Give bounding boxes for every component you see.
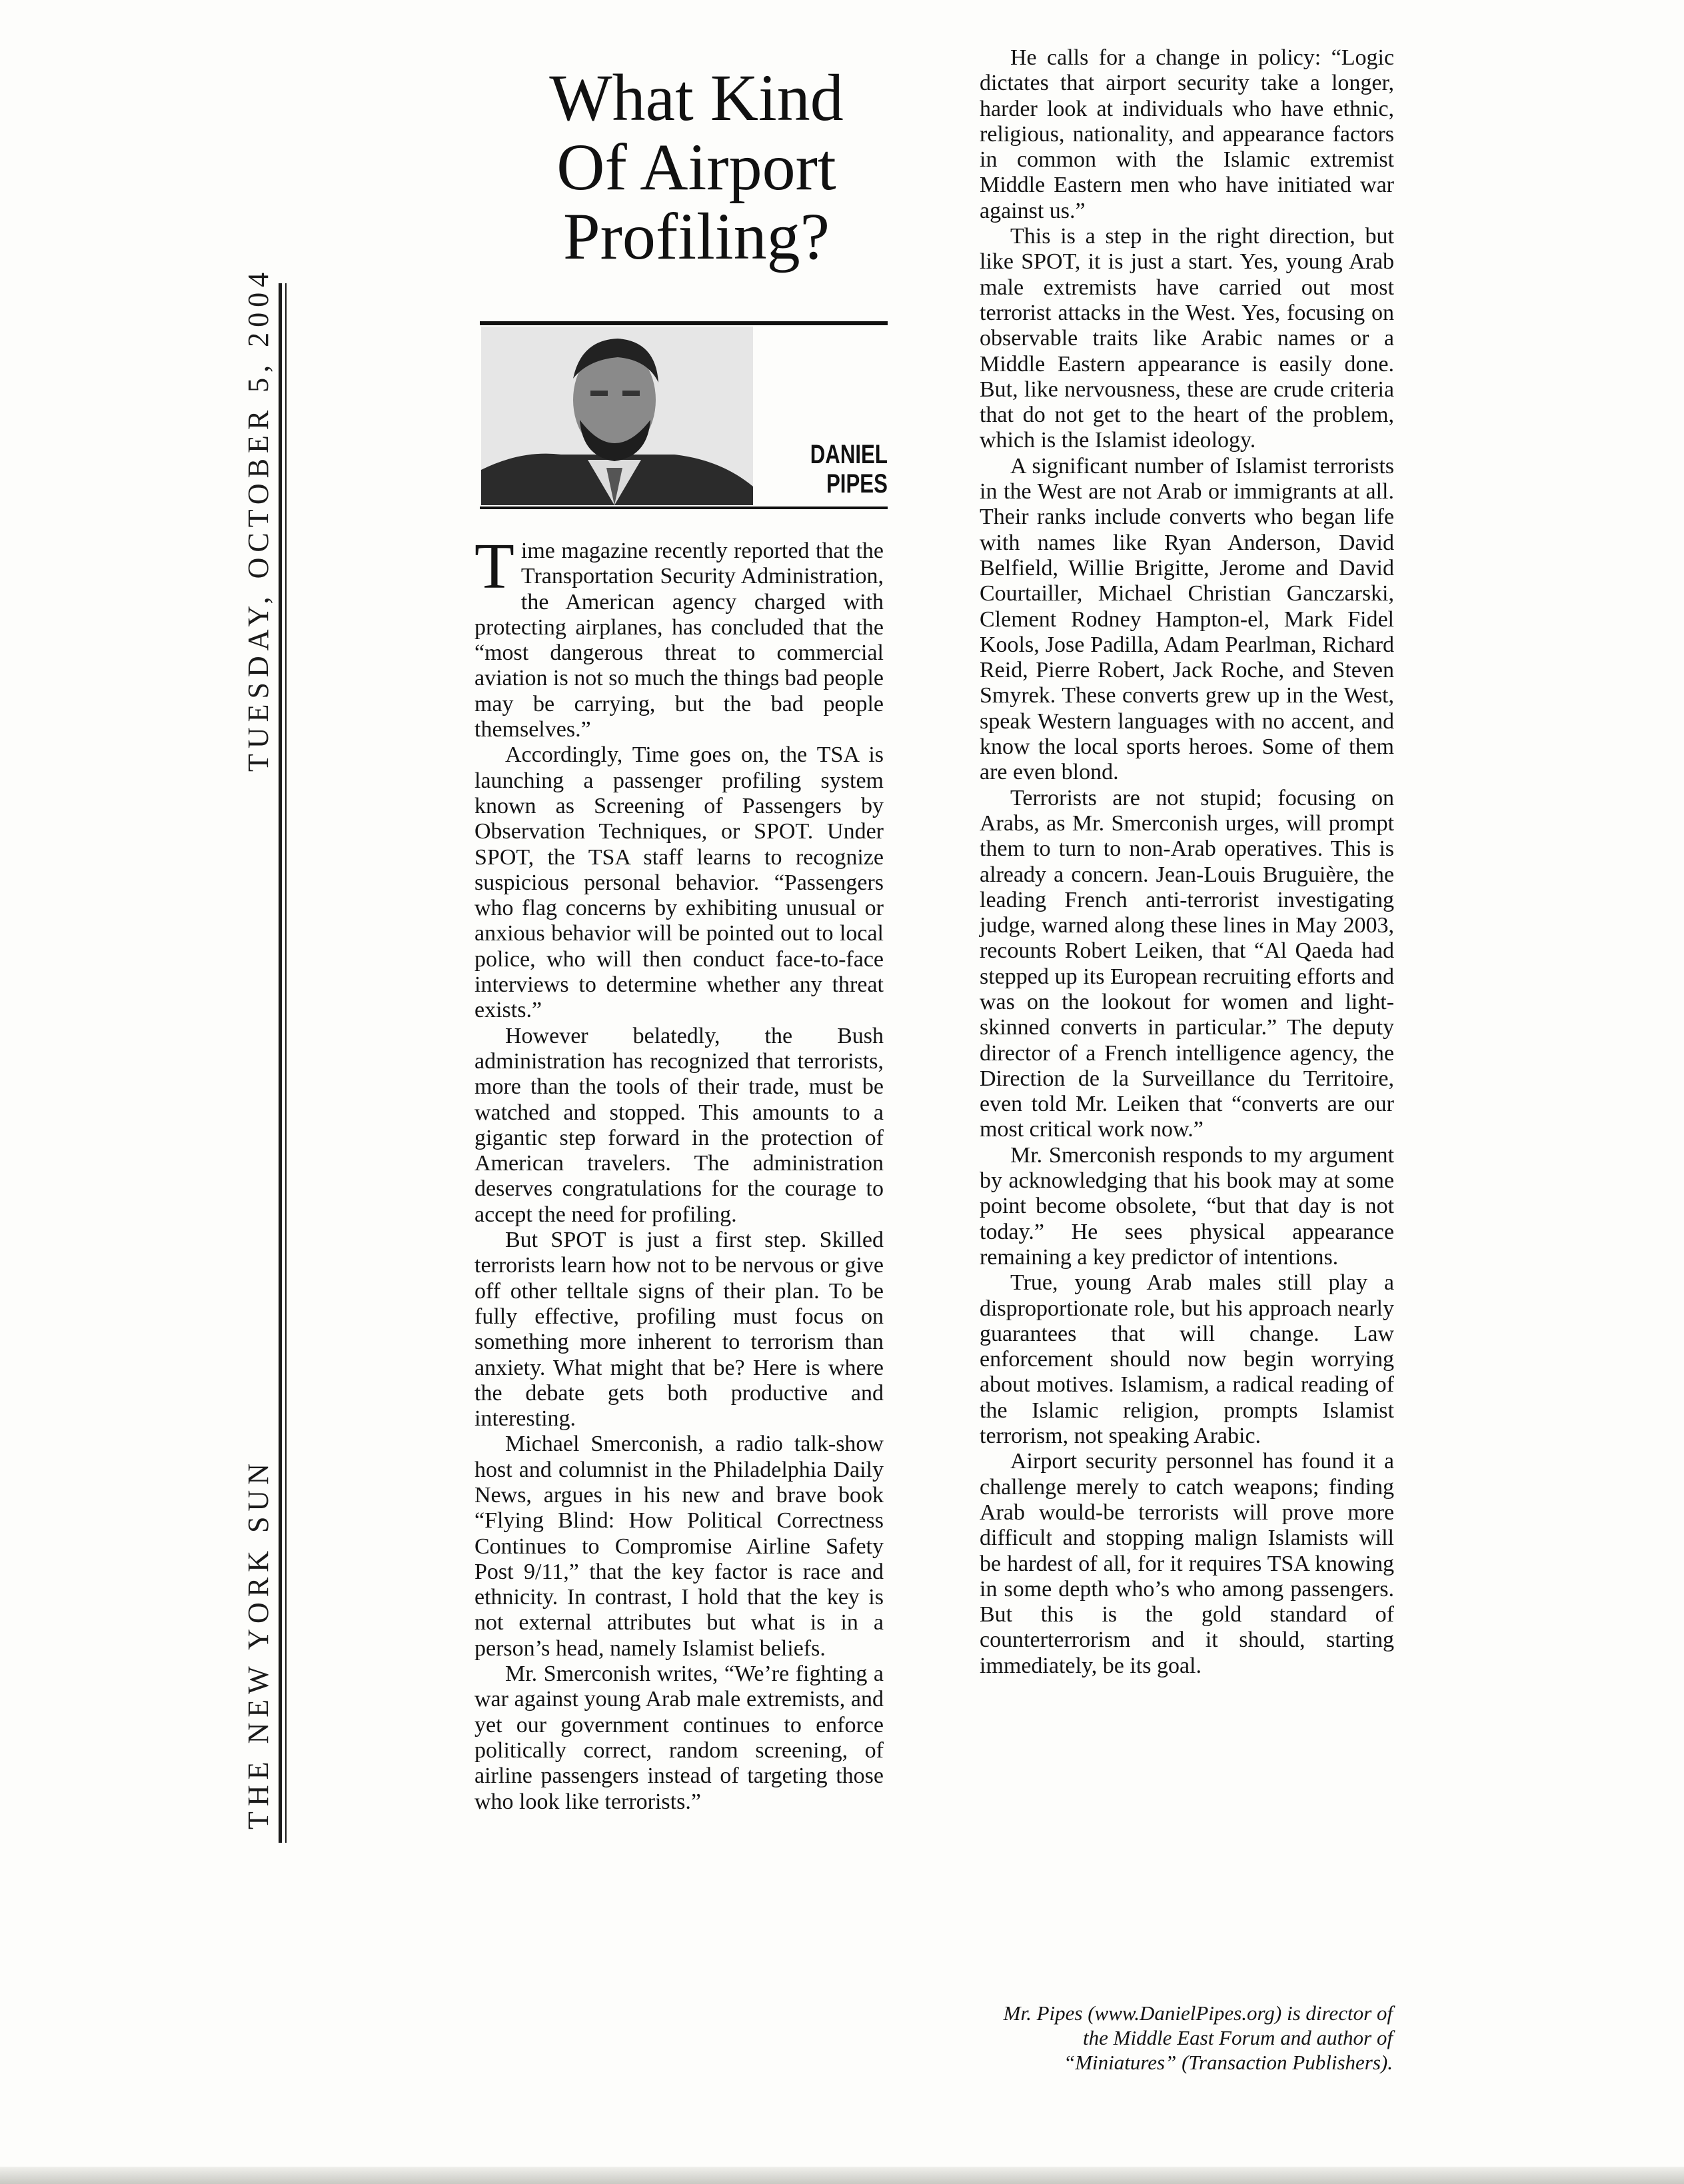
headline bbox=[466, 63, 926, 271]
article-right-column bbox=[980, 45, 1394, 1679]
masthead-rule-thin bbox=[285, 283, 287, 1843]
author-bio: Mr. Pipes (www.DanielPipes.org) is director of the Middle East Forum and author of “Miniatures” (Transaction Publishers). bbox=[1003, 2001, 1393, 2074]
newspaper-name: THE NEW YORK SUN bbox=[242, 1458, 275, 1829]
article-paragraph: Airport security personnel has found it a challenge merely to catch weapons; finding Arab would-be terrorists will prove more difficult and stopping malign Islamists will be hardest of all, for it requires TSA knowing in some depth who’s who among passengers. But this is the gold standard of counterterrorism and it should, starting immediately, be its goal. bbox=[980, 1449, 1394, 1678]
article-paragraph: Michael Smerconish, a radio talk-show host and columnist in the Philadelphia Daily News, argues in his new and brave book “Flying Blind: How Political Correctness Continues to Compromise Airline Safety Post 9/11,” that the key factor is race and ethnicity. In contrast, I hold that the key is not external attributes but what is in a person’s head, namely Islamist beliefs. bbox=[474, 1432, 884, 1661]
publication-date: TUESDAY, OCTOBER 5, 2004 bbox=[242, 267, 275, 772]
article-paragraph: However belatedly, the Bush administration has recognized that terrorists, more than the tools of their trade, must be watched and stopped. This amounts to a gigantic step forward in the protection of American travelers. The administration deserves congratulations for the courage to accept the need for profiling. bbox=[474, 1023, 884, 1227]
headline-line: Profiling? bbox=[563, 199, 830, 273]
article-paragraph: But SPOT is just a first step. Skilled terrorists learn how not to be nervous or give off other telltale signs of their plan. To be fully effective, profiling must focus on something more inherent to terrorism than anxiety. What might that be? Here is where the debate gets both productive and interesting. bbox=[474, 1228, 884, 1432]
article-paragraph: True, young Arab males still play a disproportionate role, but his approach nearly guarantees that will change. Law enforcement should now begin worrying about motives. Islamism, a radical reading of the Islamic religion, prompts Islamist terrorism, not speaking Arabic. bbox=[980, 1270, 1394, 1449]
article-paragraph: Accordingly, Time goes on, the TSA is launching a passenger profiling system known as Screening of Passengers by Observation Techniques, or SPOT. Under SPOT, the TSA staff learns to recognize suspicious personal behavior. “Passengers who flag concerns by exhibiting unusual or anxious behavior will be pointed out to local police, who will then conduct face-to-face interviews to determine whether any threat exists.” bbox=[474, 742, 884, 1023]
article-paragraph: Mr. Smerconish responds to my argument by acknowledging that his book may at some point become obsolete, “but that day is not today.” He sees physical appearance remaining a key predictor of intentions. bbox=[980, 1142, 1394, 1270]
article-left-column bbox=[474, 531, 884, 1815]
byline-top-rule bbox=[480, 321, 888, 325]
article-paragraph: This is a step in the right direction, but like SPOT, it is just a start. Yes, young Arab male extremists have carried out most terrorist attacks in the West. Yes, focusing on observable traits like Arabic names or a Middle Eastern appearance is easily done. But, like nervousness, these are crude criteria that do not get to the heart of the problem, which is the Islamist ideology. bbox=[980, 224, 1394, 453]
byline-bottom-rule bbox=[480, 507, 888, 509]
article-paragraph: He calls for a change in policy: “Logic dictates that airport security take a longer, harder look at individuals who have ethnic, religious, nationality, and appearance factors in common with the Islamic extremist Middle Eastern men who have initiated war against us.” bbox=[980, 45, 1394, 223]
dropcap: T bbox=[474, 531, 514, 602]
author-photo-icon bbox=[481, 327, 753, 505]
article-paragraph: Mr. Smerconish writes, “We’re fighting a war against young Arab male extremists, and yet our government continues to enforce politically correct, random screening, of airline passengers instead of targeting those who look like terrorists.” bbox=[474, 1661, 884, 1814]
masthead-rule bbox=[279, 283, 282, 1843]
headline-line: What Kind bbox=[549, 61, 844, 135]
author-last-name: PIPES bbox=[826, 469, 888, 499]
author-first-name: DANIEL bbox=[810, 440, 888, 469]
author-photo bbox=[481, 327, 753, 505]
headline-line: Of Airport bbox=[556, 130, 836, 204]
article-paragraph: A significant number of Islamist terrorists in the West are not Arab or immigrants at all. Their ranks include converts who began life with names like Ryan Anderson, David Belfield, Willie Brigitte, Jerome and David Courtailler, Michael Christian Ganczarski, Clement Rodney Hampton-el, Mark Fidel Kools, Jose Padilla, Adam Pearlman, Richard Reid, Pierre Robert, Jack Roche, and Steven Smyrek. These converts grew up in the West, speak Western languages with no accent, and know the local sports heroes. Some of them are even blond. bbox=[980, 453, 1394, 785]
scan-bottom-edge bbox=[0, 2167, 1684, 2184]
byline bbox=[810, 440, 888, 499]
article-paragraph: Time magazine recently reported that the Transportation Security Administration, the American agency charged with protecting airplanes, has concluded that the “most dangerous threat to commercial aviation is not so much the things bad people may be carrying, but the bad people themselves.” bbox=[474, 531, 884, 742]
article-paragraph: Terrorists are not stupid; focusing on Arabs, as Mr. Smerconish urges, will prompt them to turn to non-Arab operatives. This is already a concern. Jean-Louis Bruguière, the leading French anti-terrorist investigating judge, warned along these lines in May 2003, recounts Robert Leiken, that “Al Qaeda had stepped up its European recruiting efforts and was on the lookout for women and light-skinned converts in particular.” The deputy director of a French intelligence agency, the Direction de la Surveillance du Territoire, even told Mr. Leiken that “converts are our most critical work now.” bbox=[980, 785, 1394, 1142]
